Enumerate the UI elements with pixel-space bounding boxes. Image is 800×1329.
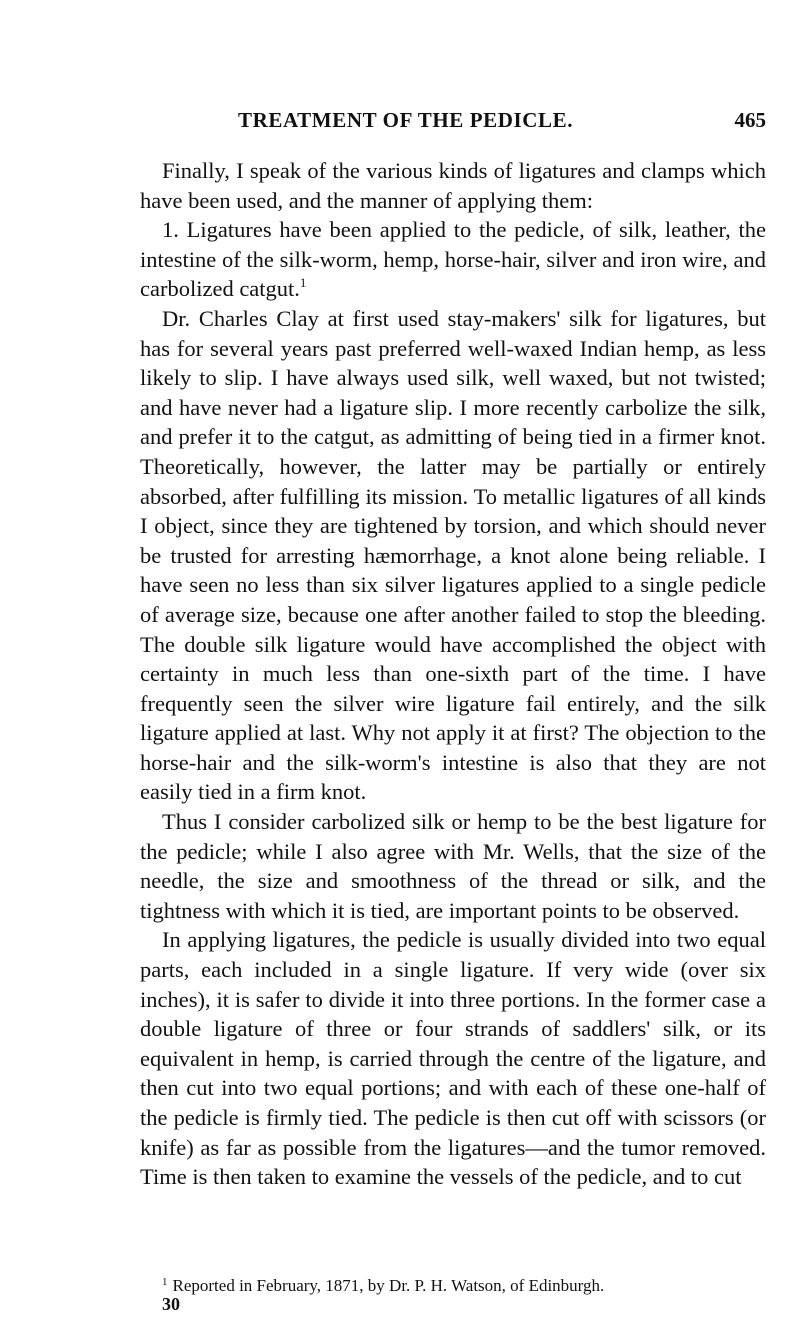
body-text (140, 156, 766, 1192)
footnote (140, 1272, 766, 1296)
paragraph: Finally, I speak of the various kinds of ligatures and clamps which have been used, and the manner of applying them: (140, 158, 766, 213)
footnote-mark: 1 (162, 1276, 168, 1288)
signature-mark: 30 (162, 1294, 180, 1314)
paragraph: 1. Ligatures have been applied to the pedicle, of silk, leather, the intestine of the silk-worm, hemp, horse-hair, silver and iron wire, and carbolized catgut.$^1$ (140, 217, 766, 302)
paragraph: In applying ligatures, the pedicle is usually divided into two equal parts, each included in a single ligature. If very wide (over six inches), it is safer to divide it into three portions. In the former case a double ligature of three or four strands of saddlers' silk, or its equivalent in hemp, is carried through the centre of the ligature, and then cut into two equal portions; and with each of these one-half of the pedicle is firmly tied. The pedicle is then cut off with scissors (or knife) as far as possible from the ligatures—and the tumor removed. Time is then taken to examine the vessels of the pedicle, and to cut (140, 927, 766, 1190)
footnote-reference: 1 (299, 275, 307, 291)
chapter-title: TREATMENT OF THE PEDICLE. (238, 108, 574, 132)
paragraph: Dr. Charles Clay at first used stay-makers' silk for ligatures, but has for several years past preferred well-waxed Indian hemp, as less likely to slip. I have always used silk, well waxed, but not twisted; and have never had a ligature slip. I more recently carbolize the silk, and prefer it to the catgut, as admitting of being tied in a firmer knot. Theoretically, however, the latter may be partially or entirely absorbed, after fulfilling its mission. To metallic ligatures of all kinds I object, since they are tightened by torsion, and which should never be trusted for arresting hæmorrhage, a knot alone being reliable. I have seen no less than six silver ligatures applied to a single pedicle of average size, because one after another failed to stop the bleeding. The double silk ligature would have accomplished the object with certainty in much less than one-sixth part of the time. I have frequently seen the silver wire ligature fail entirely, and the silk ligature applied at last. Why not apply it at first? The objection to the horse-hair and the silk-worm's intestine is also that they are not easily tied in a firm knot. (140, 305, 766, 805)
footnote-text: Reported in February, 1871, by Dr. P. H. Watson, of Edinburgh. (172, 1276, 605, 1295)
paragraph: Thus I consider carbolized silk or hemp to be the best ligature for the pedicle; while I also agree with Mr. Wells, that the size of the needle, the size and smoothness of the thread or silk, and the tightness with which it is tied, are important points to be observed. (140, 809, 766, 923)
running-header (238, 108, 766, 138)
page-number: 465 (734, 108, 766, 132)
